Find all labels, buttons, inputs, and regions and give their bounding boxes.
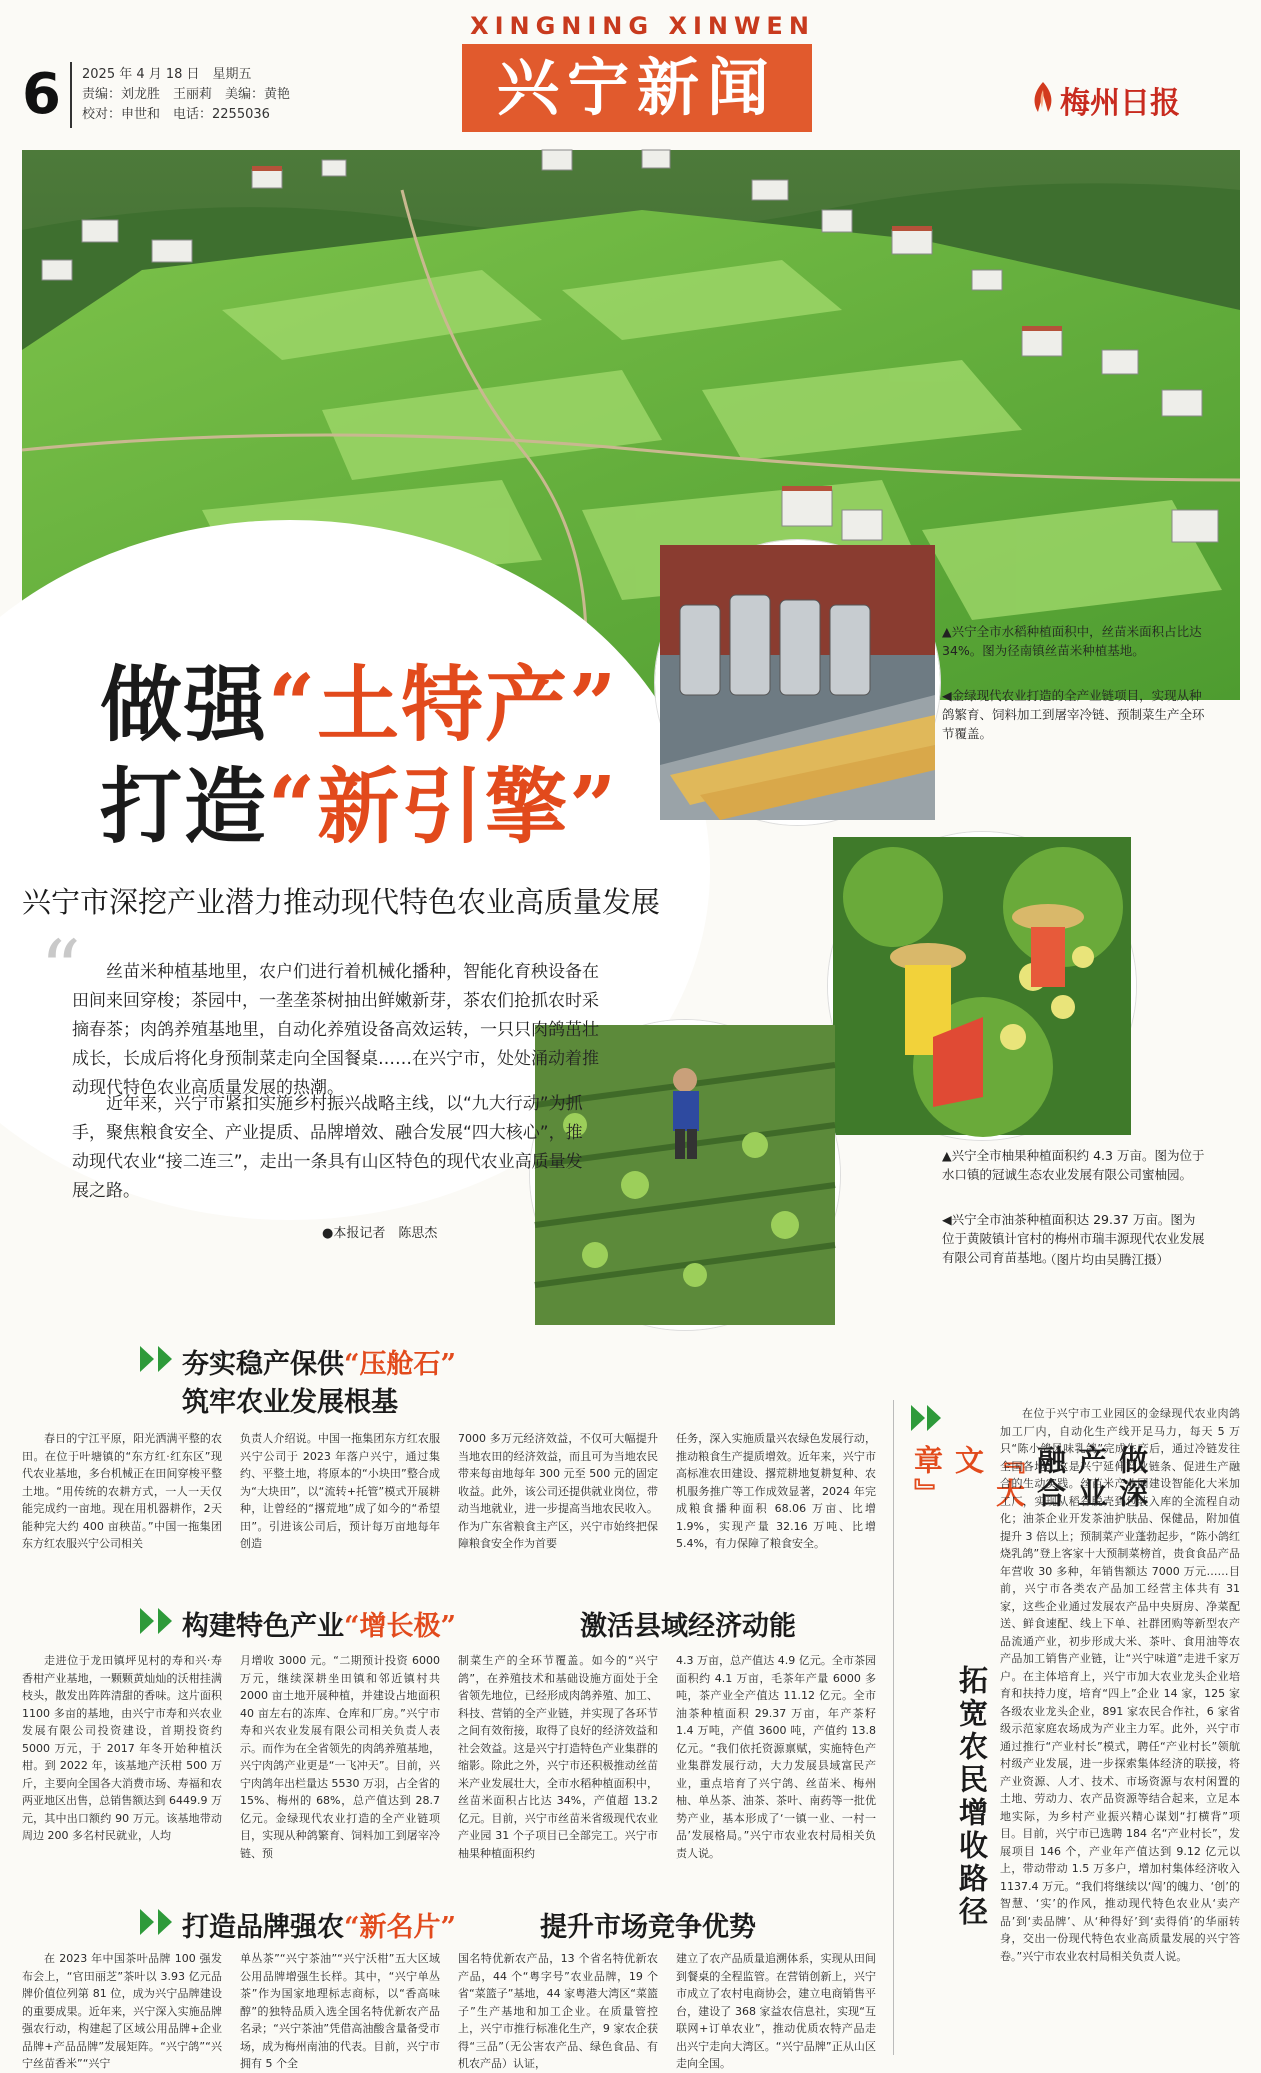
section-2-col-3: 制菜生产的全环节覆盖。如今的“兴宁鸽”，在养殖技术和基础设施方面处于全省领先地位，已经形成肉鸽养殖、加工、科技、营销的全产业链，并实现了各环节之间有效衔接，取得了良好的经济效益和社会效益。这是兴宁打造特色产业集群的缩影。除此之外，兴宁市还积极推动丝苗米产业发展壮大，全市水稻种植面积中，丝苗米面积占比达 34%，产值超 13.2 亿元。目前，兴宁市丝苗米省级现代农业产业园 31 个子项目已全部完工。兴宁市柚果种植面积约 (458, 1654, 658, 1860)
section-1-col-1: 春日的宁江平原，阳光洒满平整的农田。在位于叶塘镇的“东方红·红东区”现代农业基地，多台机械正在田间穿梭平整土地。“用传统的农耕方式，一人一天仅能完成约一亩地。现在用机器耕作，2天能种完大约 400 亩秧苗。”中国一拖集团东方红农服兴宁公司相关 (22, 1432, 222, 1550)
section-4-body: 在位于兴宁市工业园区的金绿现代农业肉鸽加工厂内，自动化生产线开足马力，每天 5 万只“陈小鸽风味乳鸽”完成生产后，通过冷链发往全国各地。这是兴宁延伸产业链条、促进生产融合的生动实践。丝苗米产业园建设智能化大米加工厂，实现从稻谷脱壳到包装入库的全流程自动化；油茶企业开发茶油护肤品、保健品，附加值提升 3 倍以上；预制菜产业蓬勃起步，“陈小鸽红烧乳鸽”登上客家十大预制菜榜首，贵食食品产品年营收 30 多种，年销售额达 7000 万元……目前，兴宁市各类农产品加工经营主体共有 31 家，这些企业通过发展农产品中央厨房、净菜配送、鲜食速配、线上下单、社群团购等新型农产品流通产业，初步形成大米、茶叶、食用油等农产品加工销售产业链，让“兴宁味道”走进千家万户。在主体培育上，兴宁市加大农业龙头企业培育和扶持力度，培育“四上”企业 14 家，125 家各级农业龙头企业，891 家农民合作社，6 家省级示范家庭农场成为产业主力军。此外，兴宁市通过推行“产业村长”模式，聘任“产业村长”领航村级产业发展，进一步探索集体经济的联接，将产业资源、人才、技术、市场资源与农村闲置的土地、劳动力、农产品资源等结合起来，立足本地实际，为乡村产业振兴精心谋划“打横背”项目。目前，兴宁市已选聘 184 名“产业村长”，发展项目 146 个，产业年产值达到 9.12 亿元以上，带动带动 1.5 万多户，增加村集体经济收入 1137.4 万元。“我们将继续以‘闯’的魄力、‘创’的智慧、‘实’的作风，推动现代特色农业从‘卖产品’到‘卖品牌’、从‘种得好’到‘卖得俏’的华丽转身，交出一份现代特色农业高质量发展的兴宁答卷。”兴宁市农业农村局相关负责人说。 (1000, 1407, 1240, 1963)
editors-line: 责编：刘龙胜 王丽莉 美编：黄艳 (82, 87, 291, 102)
headline-line-2 (100, 742, 618, 859)
masthead (0, 0, 1261, 150)
section-2-title (182, 1604, 456, 1643)
section-arrow-icon (140, 1608, 154, 1634)
section-3-subtitle: 提升市场竞争优势 (540, 1912, 756, 1943)
section-2-col-2: 月增收 3000 元。“二期预计投资 6000 万元，继续深耕坐田镇和邻近镇村共 2000 亩土地开展种植，并建设占地面积 40 亩左右的冻库、仓库和厂房。”兴宁市寿和兴农业发展有限公司相关负责人表示。而作为在全省领先的肉鸽养殖基地，兴宁肉鸽产业更是“一飞冲天”。目前，兴宁肉鸽年出栏量达 5530 万羽，占全省的 15%、梅州的 68%，总产值达到 28.7 亿元。金绿现代农业打造的全产业链项目，实现从种鸽繁育、饲料加工到屠宰冷链、预 (240, 1654, 440, 1860)
paper-logo-icon (1030, 80, 1056, 114)
section-1-title-pre: 夯实稳产保供 (182, 1349, 344, 1380)
quote-mark: “ (40, 923, 81, 1016)
headline-line-2-highlight: “新引擎” (268, 759, 619, 855)
section-4-title-pre: 做深产业融合 (1033, 1445, 1149, 1511)
section-arrow-icon (158, 1909, 172, 1935)
section-arrow-icon (140, 1346, 154, 1372)
section-2-col-1: 走进位于龙田镇坪见村的寿和兴·寿香柑产业基地，一颗颗黄灿灿的沃柑挂满枝头，散发出阵阵清甜的香味。这片面积 1100 多亩的基地，由兴宁市寿和兴农业发展有限公司投资建设，首期投资约 5000 万元，于 2017 年冬开始种植沃柑。到 2022 年，该基地产沃柑 500 万斤，主要向全国各大消费市场、寿福和农两亚地区出售，总销售额达到 6449.9 万元，其中出口额约 90 万元。该基地带动周边 200 多名村民就业，人均 (22, 1654, 222, 1842)
section-2-title-highlight: “增长极” (344, 1611, 457, 1642)
section-3-col-4: 建立了农产品质量追溯体系，实现从田间到餐桌的全程监管。在营销创新上，兴宁市成立了农村电商协会，建立电商销售平台，建设了 368 家益农信息社，实现“互联网+订单农业”，推动优质农特产品走出兴宁走向大湾区。“兴宁品牌”正从山区走向全国。 (676, 1952, 876, 2070)
byline: ●本报记者 陈思杰 (322, 1226, 438, 1241)
caption-rice: ▲兴宁全市水稻种植面积中，丝苗米面积占比达 34%。图为径南镇丝苗米种植基地。 (942, 624, 1202, 658)
column-divider (893, 1400, 894, 2055)
section-1-col-2: 负责人介绍说。中国一拖集团东方红农服兴宁公司于 2023 年落户兴宁，通过集约、平整土地，将原本的“小块田”整合成为“大块田”，以“流转+托管”模式开展耕种，让曾经的“撂荒地”成了如今的“希望田”。引进该公司后，预计每万亩地每年创造 (240, 1432, 440, 1550)
paper-name: 梅州日报 (1060, 86, 1180, 121)
section-3-col-3: 国名特优新农产品，13 个省名特优新农产品，44 个“粤字号”农业品牌，19 个省“菜篮子”基地，44 家粤港大湾区“菜篮子”生产基地和加工企业。在质量管控上，兴宁市推行标准化生产，9 家农企获得“三品”（无公害农产品、绿色食品、有机农产品）认证， (458, 1952, 658, 2070)
photo-credit: （图片均由吴腾江摄） (1044, 1252, 1170, 1267)
section-2-title-pre: 构建特色产业 (182, 1611, 344, 1642)
lead-paragraph-1: 丝苗米种植基地里，农户们进行着机械化播种，智能化育秧设备在田间来回穿梭；茶园中，一垄垄茶树抽出鲜嫩新芽，茶农们抢抓农时采摘春茶；肉鸽养殖基地里，自动化养殖设备高效运转，一只只肉鸽茁壮成长，长成后将化身预制菜走向全国餐桌……在兴宁市，处处涌动着推动现代特色农业高质量发展的热潮。 (72, 962, 599, 1098)
section-3-title-pre: 打造品牌强农 (182, 1912, 344, 1943)
section-arrow-icon (927, 1405, 941, 1431)
caption-tea: ◀兴宁全市油茶种植面积达 29.37 万亩。图为位于黄陂镇计官村的梅州市瑞丰源现代农业发展有限公司育苗基地。 (942, 1212, 1205, 1265)
headline-subtitle: 兴宁市深挖产业潜力推动现代特色农业高质量发展 (22, 885, 661, 919)
section-arrow-icon (911, 1405, 925, 1431)
headline-line-1 (100, 640, 618, 757)
section-4-subtitle: 拓宽农民增收路径 (955, 1665, 989, 1929)
section-3-title (182, 1905, 456, 1944)
section-pinyin: XINGNING XINWEN (470, 12, 815, 40)
section-name: 兴宁新闻 (462, 44, 812, 132)
proof-line: 校对：申世和 电话：2255036 (82, 107, 270, 122)
headline-line-1-pre: 做强 (100, 657, 269, 753)
section-3-col-1: 在 2023 年中国茶叶品牌 100 强发布会上，“官田丽芝”茶叶以 3.93 亿元品牌价值位列第 81 位，成为兴宁品牌建设的重要成果。近年来，兴宁深入实施品牌强农行动，构建起了区域公用品牌+企业品牌+产品品牌”发展矩阵。“兴宁鸽”“兴宁丝苗香米”“兴宁 (22, 1952, 222, 2070)
section-1-col-4: 任务，深入实施质量兴农绿色发展行动，推动粮食生产提质增效。近年来，兴宁市高标准农田建设、撂荒耕地复耕复种、农机服务推广等工作成效显著，2024 年完成粮食播种面积 68.06 万亩、比增 1.9%，实现产量 32.16 万吨、比增 5.4%，有力保障了粮食安全。 (676, 1432, 876, 1550)
section-2-subtitle: 激活县域经济动能 (580, 1611, 796, 1642)
headline-line-2-pre: 打造 (100, 759, 269, 855)
section-2-col-4: 4.3 万亩，总产值达 4.9 亿元。全市茶园面积约 4.1 万亩，毛茶年产量 6000 多吨，茶产业全产值达 11.12 亿元。全市油茶种植面积 29.37 万亩，年产茶籽 1.4 万吨，产值 3600 吨，产值约 13.8 亿元。“我们依托资源禀赋，实施特色产业集群发展行动，大力发展县域富民产业，重点培育了兴宁鸽、丝苗米、梅州柚、单丛茶、油茶、茶叶、南药等一批优势产业，基本形成了‘一镇一业、一村一品’发展格局。”兴宁市农业农村局相关负责人说。 (676, 1654, 876, 1860)
section-arrow-icon (158, 1608, 172, 1634)
section-arrow-icon (158, 1346, 172, 1372)
section-1-col-3: 7000 多万元经济效益，不仅可大幅提升当地农田的经济效益，而且可为当地农民带来每亩地每年 300 元至 500 元的固定收益。此外，该公司还提供就业岗位，带动当地就业，进一步提高当地农民收入。作为广东省粮食主产区，兴宁市始终把保障粮食安全作为首要 (458, 1432, 658, 1550)
section-1-subtitle: 筑牢农业发展根基 (182, 1387, 398, 1418)
page-number-divider (70, 62, 72, 128)
section-3-col-2: 单丛茶”“兴宁茶油”“兴宁沃柑”五大区域公用品牌增强生长样。其中，“兴宁单丛茶”作为国家地理标志商标，以“香高味醇”的独特品质入选全国名特优新农产品名录；“兴宁茶油”凭借高油酸含量备受市场，成为梅州南油的代表。目前，兴宁市拥有 5 个全 (240, 1952, 440, 2070)
section-1-title (182, 1342, 456, 1381)
pomelo-orchard-photo (828, 832, 1136, 1140)
section-1-title-highlight: “压舱石” (344, 1349, 457, 1380)
headline-line-1-highlight: “土特产” (268, 657, 619, 753)
caption-factory: ◀金绿现代农业打造的全产业链项目，实现从种鸽繁育、饲料加工到屠宰冷链、预制菜生产全环节覆盖。 (942, 688, 1205, 741)
section-4-title-highlight: 『大文章』 (910, 1445, 1026, 1511)
lead-paragraph-2: 近年来，兴宁市紧扣实施乡村振兴战略主线，以“九大行动”为抓手，聚焦粮食安全、产业提质、品牌增效、融合发展“四大核心”，推动现代农业“接二连三”，走出一条具有山区特色的现代农业高质量发展之路。 (72, 1094, 583, 1201)
caption-pomelo: ▲兴宁全市柚果种植面积约 4.3 万亩。图为位于水口镇的冠诚生态农业发展有限公司蜜柚园。 (942, 1148, 1205, 1182)
section-3-title-highlight: “新名片” (344, 1912, 457, 1943)
factory-photo (655, 540, 940, 825)
page-number: 6 (22, 62, 61, 127)
section-arrow-icon (140, 1909, 154, 1935)
date-line: 2025 年 4 月 18 日 星期五 (82, 67, 252, 82)
